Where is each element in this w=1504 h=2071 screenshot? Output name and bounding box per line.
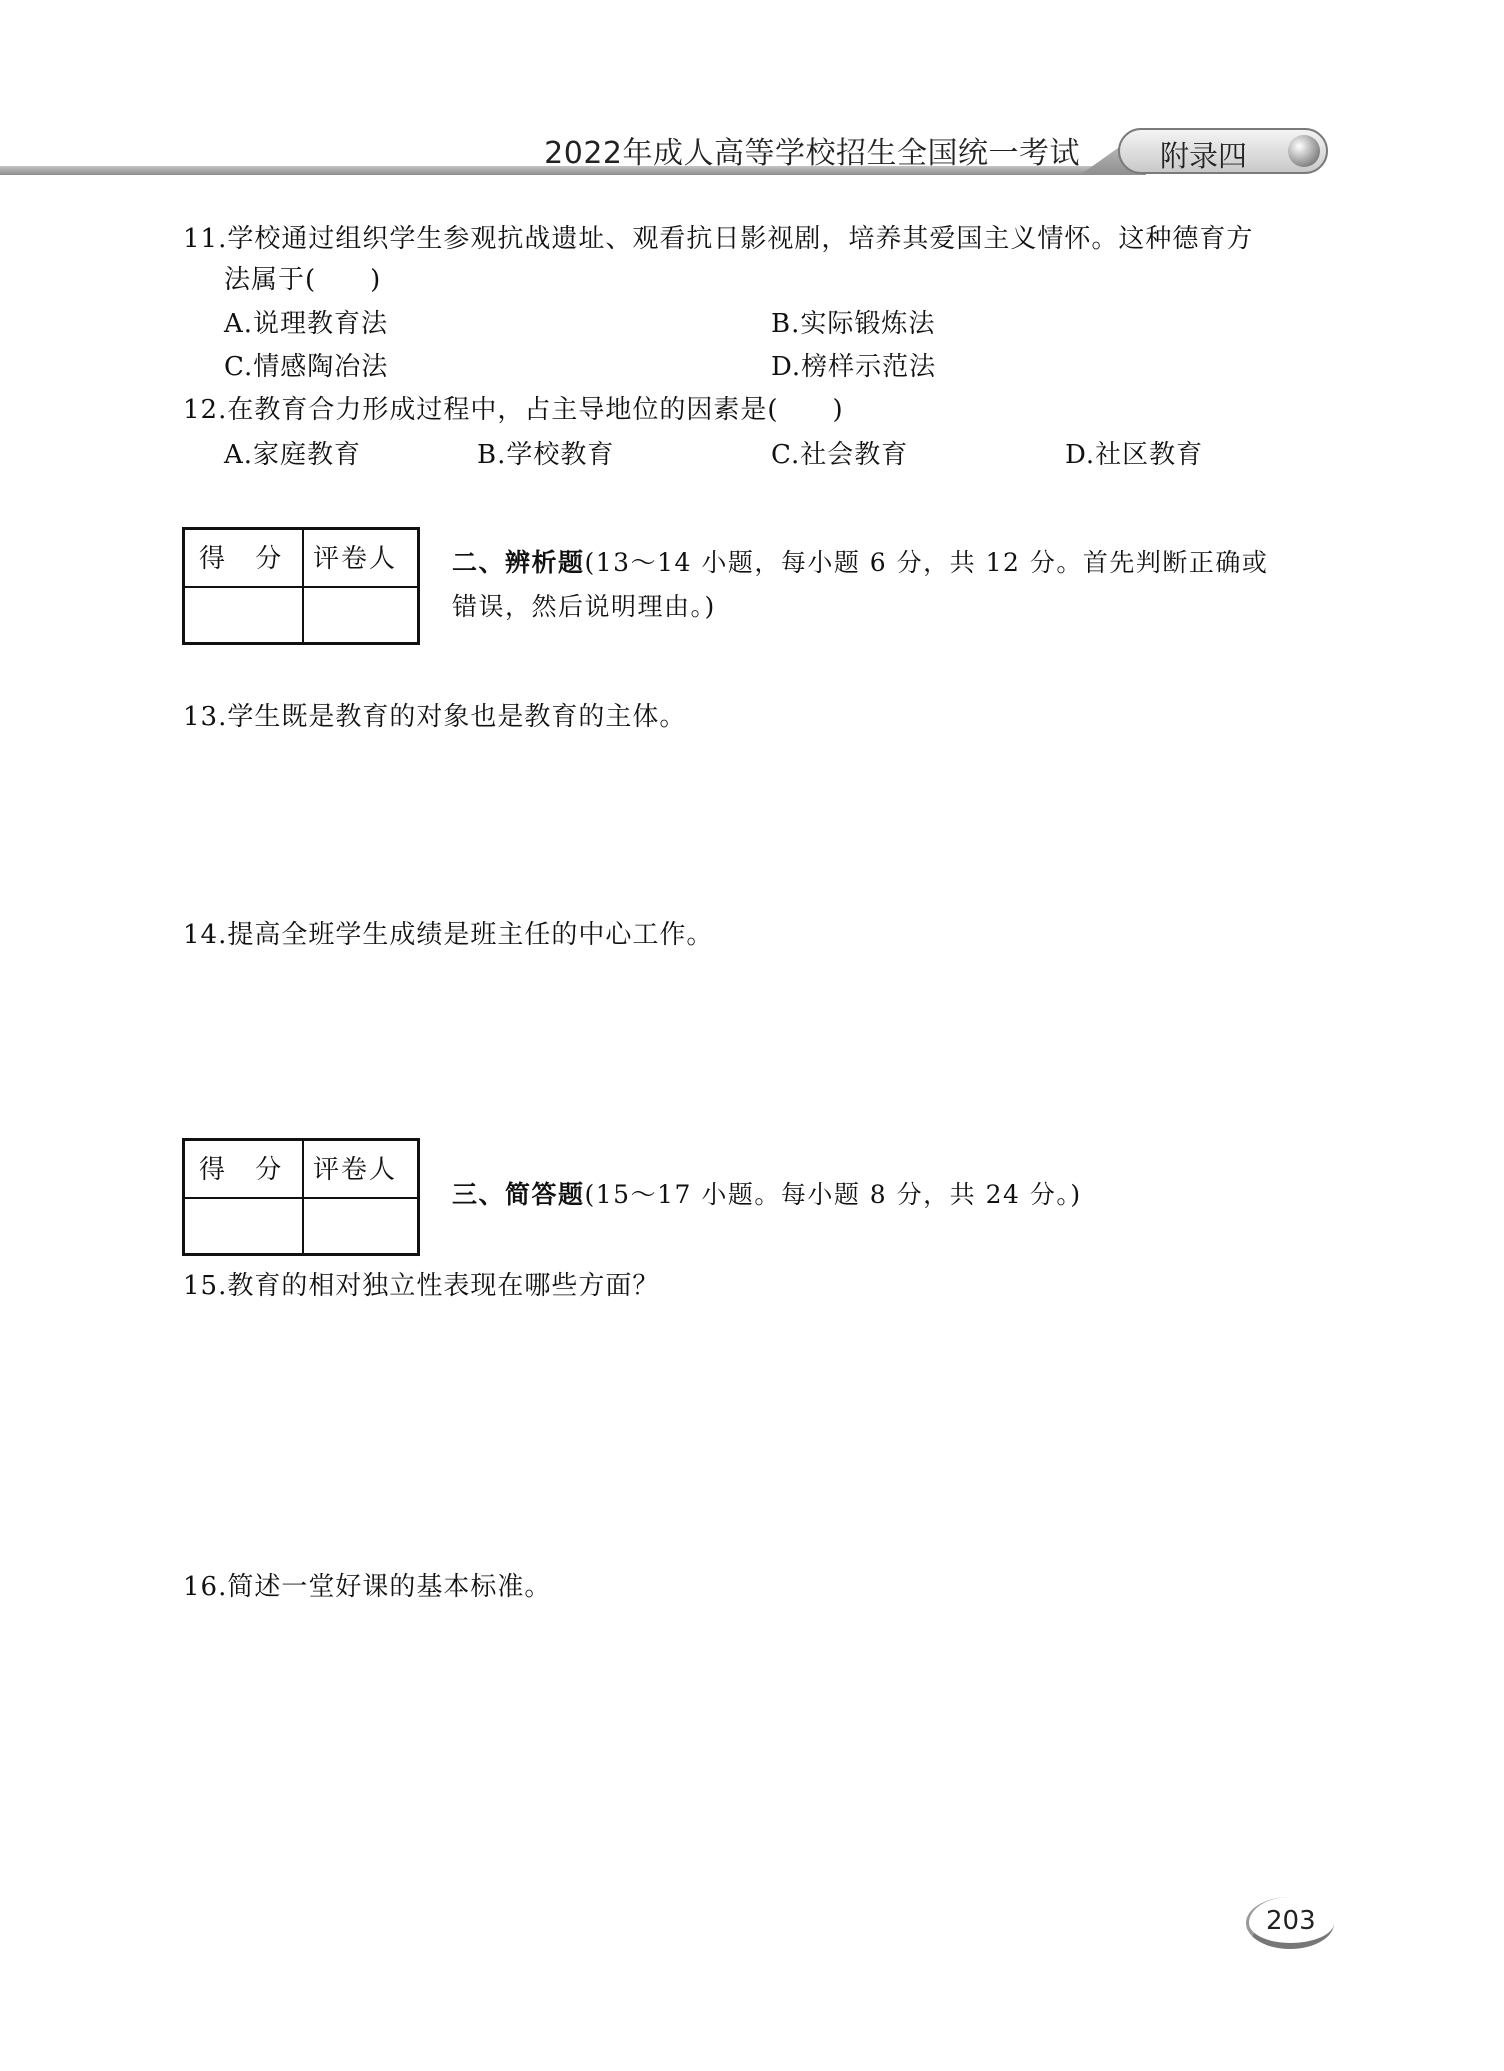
score-box-section-2 <box>182 527 420 645</box>
section-3-heading <box>452 1178 1082 1212</box>
section-2-title: 二、辨析题 <box>452 548 585 577</box>
section-2-heading <box>452 546 1268 580</box>
question-11-option-c: C.情感陶冶法 <box>224 352 389 382</box>
section-2-desc-line2: 错误，然后说明理由。) <box>452 592 716 621</box>
section-3-title: 三、简答题 <box>452 1180 585 1209</box>
header-tab-label: 附录四 <box>1160 139 1248 173</box>
grader-label: 评卷人 <box>313 1155 398 1185</box>
question-13: 13.学生既是教育的对象也是教育的主体。 <box>183 702 687 732</box>
section-3-desc: (15～17 小题。每小题 8 分，共 24 分。) <box>584 1180 1082 1209</box>
page-number: 203 <box>1266 1906 1316 1936</box>
question-15: 15.教育的相对独立性表现在哪些方面？ <box>183 1271 660 1301</box>
question-12-stem: 12.在教育合力形成过程中，占主导地位的因素是( ) <box>183 395 844 425</box>
question-16: 16.简述一堂好课的基本标准。 <box>183 1572 552 1602</box>
question-12-option-c: C.社会教育 <box>771 440 909 470</box>
score-label: 得 分 <box>199 1155 284 1185</box>
question-11-line2: 法属于( ) <box>224 265 382 295</box>
question-12-option-b: B.学校教育 <box>477 440 615 470</box>
sphere-icon <box>1288 135 1320 167</box>
header-title: 2022年成人高等学校招生全国统一考试 <box>544 136 1080 171</box>
question-14: 14.提高全班学生成绩是班主任的中心工作。 <box>183 920 714 950</box>
question-11-line1: 11.学校通过组织学生参观抗战遗址、观看抗日影视剧，培养其爱国主义情怀。这种德育方 <box>183 224 1254 254</box>
score-box-divider <box>185 586 417 588</box>
header-appendix-tab <box>1118 128 1328 174</box>
score-box-section-3 <box>182 1138 420 1256</box>
section-2-desc: (13～14 小题，每小题 6 分，共 12 分。首先判断正确或 <box>584 548 1269 577</box>
question-12-option-a: A.家庭教育 <box>224 440 362 470</box>
question-11-option-a: A.说理教育法 <box>224 309 389 339</box>
question-12-option-d: D.社区教育 <box>1065 440 1204 470</box>
grader-label: 评卷人 <box>313 544 398 574</box>
question-11-option-d: D.榜样示范法 <box>771 352 937 382</box>
score-label: 得 分 <box>199 544 284 574</box>
question-11-option-b: B.实际锻炼法 <box>771 309 936 339</box>
score-box-divider <box>185 1197 417 1199</box>
